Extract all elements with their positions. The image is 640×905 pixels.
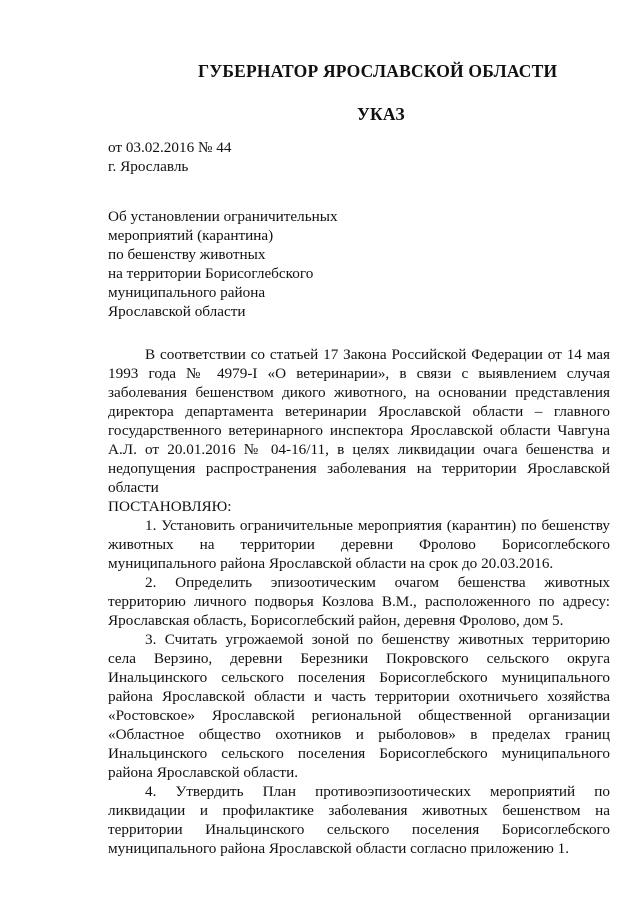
- city: г. Ярославль: [108, 158, 189, 175]
- subject-line: Об установлении ограничительных: [108, 208, 338, 225]
- decree-item-1: 1. Установить ограничительные мероприятия (карантин) по бешенству животных на территории деревни Фролово Борисоглебского муниципального района Ярославской области на срок до 20.03.2016.: [108, 517, 610, 572]
- document-body: [108, 345, 610, 858]
- decree-word: ПОСТАНОВЛЯЮ:: [108, 498, 232, 515]
- decree-item-4: 4. Утвердить План противоэпизоотических мероприятий по ликвидации и профилактике заболевания животных бешенством на территории Инальцинского сельского поселения Борисоглебского муниципального района Ярославской области согласно приложению 1.: [108, 783, 610, 857]
- document-meta: [108, 138, 231, 176]
- subject-line: по бешенству животных: [108, 246, 266, 263]
- subject-line: Ярославской области: [108, 303, 246, 320]
- document-subject: [108, 207, 338, 321]
- subject-line: муниципального района: [108, 284, 266, 301]
- preamble-paragraph: В соответствии со статьей 17 Закона Российской Федерации от 14 мая 1993 года № 4979-I «О ветеринарии», в связи с выявлением случая заболевания бешенством дикого животного, на основании представления директора департамента ветеринарии Ярославской области – главного государственного ветеринарного инспектора Ярославской области Чавгуна А.Л. от 20.01.2016 № 04-16/11, в целях ликвидации очага бешенства и недопущения распространения заболевания на территории Ярославской области: [108, 346, 610, 496]
- subject-line: на территории Борисоглебского: [108, 265, 314, 282]
- document-type-title: УКАЗ: [357, 104, 405, 124]
- subject-line: мероприятий (карантина): [108, 227, 274, 244]
- decree-item-2: 2. Определить эпизоотическим очагом бешенства животных территорию личного подворья Козлова В.М., расположенного по адресу: Ярославская область, Борисоглебский район, деревня Фролово, дом 5.: [108, 574, 610, 629]
- date-and-number: от 03.02.2016 № 44: [108, 139, 232, 156]
- decree-item-3: 3. Считать угрожаемой зоной по бешенству животных территорию села Верзино, деревни Березники Покровского сельского округа Инальцинского сельского поселения Борисоглебского муниципального района Ярославской области и часть территории охотничьего хозяйства «Ростовское» Ярославской региональной общественной организации «Областное общество охотников и рыболовов» в пределах границ Инальцинского сельского поселения Борисоглебского муниципального района Ярославской области.: [108, 631, 610, 781]
- issuing-authority-title: ГУБЕРНАТОР ЯРОСЛАВСКОЙ ОБЛАСТИ: [198, 61, 558, 81]
